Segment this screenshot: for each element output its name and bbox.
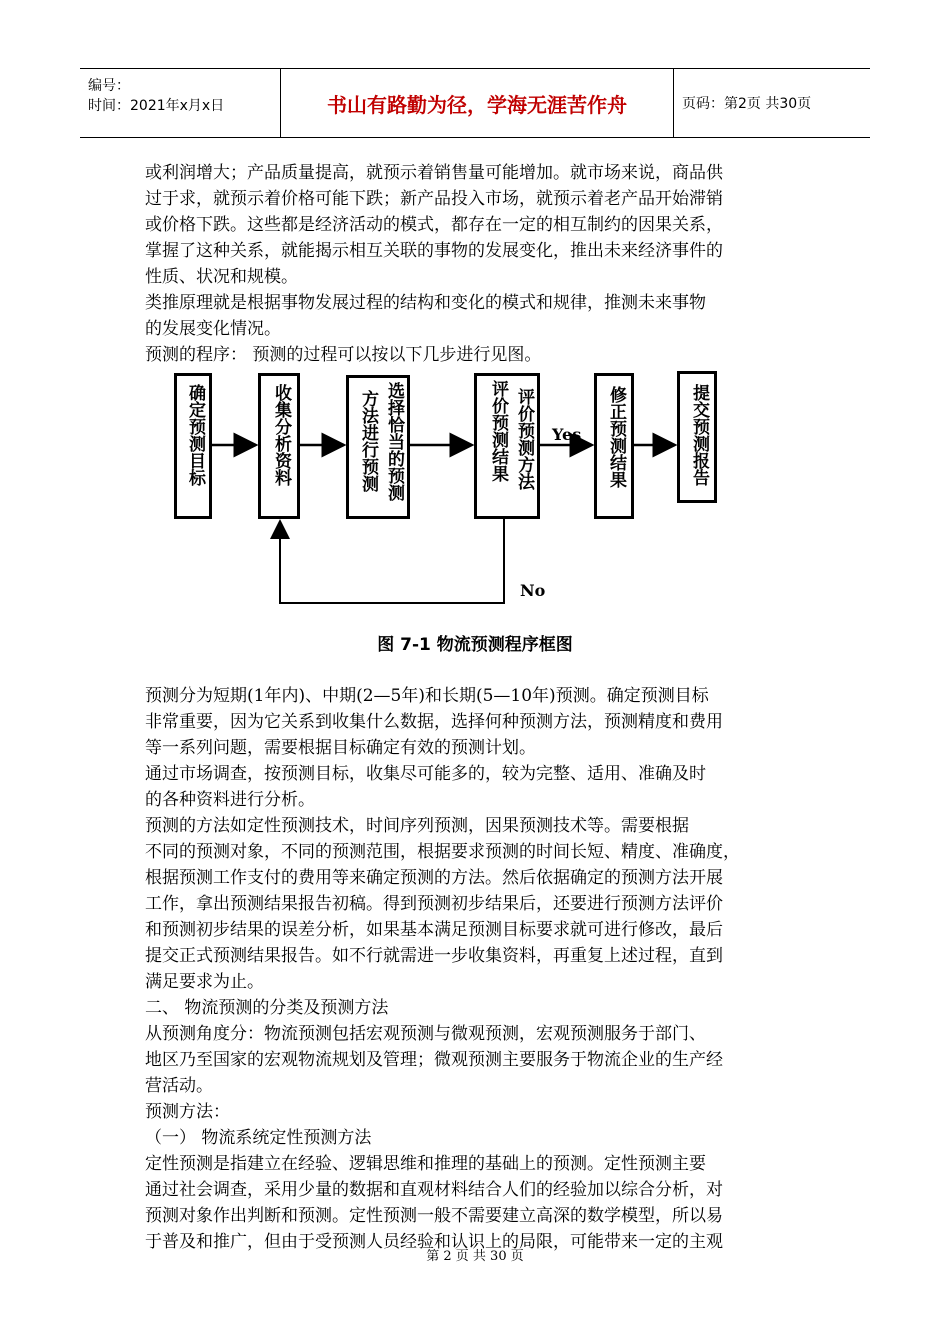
box-define-target bbox=[174, 373, 212, 519]
header-page-info bbox=[674, 69, 870, 137]
text-line: 预测的方法如定性预测技术，时间序列预测，因果预测技术等。需要根据 bbox=[145, 816, 689, 836]
flowchart bbox=[170, 365, 730, 615]
text-line: 通过市场调查，按预测目标，收集尽可能多的，较为完整、适用、准确及时 bbox=[145, 764, 706, 784]
no-label: No bbox=[520, 581, 546, 600]
text-line: 掌握了这种关系，就能揭示相互关联的事物的发展变化，推出未来经济事件的 bbox=[145, 241, 723, 261]
section-heading: 二、 物流预测的分类及预测方法 bbox=[145, 998, 389, 1018]
box-text: 修正预测结果 bbox=[606, 386, 626, 488]
box-submit-report bbox=[677, 371, 717, 503]
text-line: 或利润增大；产品质量提高，就预示着销售量可能增加。就市场来说，商品供 bbox=[145, 163, 723, 183]
flowchart-connectors bbox=[170, 365, 730, 615]
loop-no bbox=[280, 517, 504, 603]
text-line: 不同的预测对象，不同的预测范围，根据要求预测的时间长短、精度、准确度， bbox=[145, 842, 740, 862]
text-line: 于普及和推广，但由于受预测人员经验和认识上的局限，可能带来一定的主观 bbox=[145, 1232, 723, 1252]
box-text: 提交预测报告 bbox=[689, 384, 709, 486]
text-line: 过于求，就预示着价格可能下跌；新产品投入市场，就预示着老产品开始滞销 bbox=[145, 189, 723, 209]
text-line: 或价格下跌。这些都是经济活动的模式，都存在一定的相互制约的因果关系， bbox=[145, 215, 723, 235]
text-line: 预测对象作出判断和预测。定性预测一般不需要建立高深的数学模型，所以易 bbox=[145, 1206, 723, 1226]
text-line: 工作，拿出预测结果报告初稿。得到预测初步结果后，还要进行预测方法评价 bbox=[145, 894, 723, 914]
page-label: 页码：第2页 共30页 bbox=[682, 96, 812, 112]
subsection-heading: （一） 物流系统定性预测方法 bbox=[145, 1128, 372, 1148]
box-text: 收集分析资料 bbox=[271, 384, 291, 486]
text-line: 非常重要，因为它关系到收集什么数据，选择何种预测方法，预测精度和费用 bbox=[145, 712, 723, 732]
box-text-col2: 方法进行预测 bbox=[358, 390, 378, 492]
text-line: 根据预测工作支付的费用等来确定预测的方法。然后依据确定的预测方法开展 bbox=[145, 868, 723, 888]
header-meta bbox=[80, 69, 281, 137]
box-text: 确定预测目标 bbox=[185, 384, 205, 486]
text-line: 通过社会调查，采用少量的数据和直观材料结合人们的经验加以综合分析，对 bbox=[145, 1180, 723, 1200]
box-revise-result bbox=[594, 373, 634, 519]
box-evaluate bbox=[474, 373, 540, 519]
box-text-col1: 选择恰当的预测 bbox=[384, 382, 404, 501]
text-line: 提交正式预测结果报告。如不行就需进一步收集资料，再重复上述过程，直到 bbox=[145, 946, 723, 966]
text-line: 满足要求为止。 bbox=[145, 972, 264, 992]
text-line: 类推原理就是根据事物发展过程的结构和变化的模式和规律，推测未来事物 bbox=[145, 293, 706, 313]
box-text-col2: 评价预测结果 bbox=[488, 380, 508, 482]
page-footer: 第 2 页 共 30 页 bbox=[426, 1249, 524, 1264]
text-line: 预测分为短期(1年内)、中期(2—5年)和长期(5—10年)预测。确定预测目标 bbox=[145, 686, 709, 706]
text-line: 性质、状况和规模。 bbox=[145, 267, 298, 287]
figure-caption: 图 7-1 物流预测程序框图 bbox=[377, 635, 573, 655]
text-line: 的各种资料进行分析。 bbox=[145, 790, 315, 810]
text-line: 预测的程序： 预测的过程可以按以下几步进行见图。 bbox=[145, 345, 542, 365]
number-label: 编号： bbox=[88, 78, 130, 94]
text-line: 和预测初步结果的误差分析，如果基本满足预测目标要求就可进行修改，最后 bbox=[145, 920, 723, 940]
page-header bbox=[80, 68, 870, 138]
text-line: 地区乃至国家的宏观物流规划及管理；微观预测主要服务于物流企业的生产经 bbox=[145, 1050, 723, 1070]
yes-label: Yes bbox=[552, 425, 582, 444]
box-collect-data bbox=[258, 373, 300, 519]
header-motto: 书山有路勤为径，学海无涯苦作舟 bbox=[281, 69, 674, 137]
box-select-method bbox=[346, 375, 410, 519]
text-line: 等一系列问题，需要根据目标确定有效的预测计划。 bbox=[145, 738, 536, 758]
text-line: 的发展变化情况。 bbox=[145, 319, 281, 339]
time-label: 时间：2021年x月x日 bbox=[88, 98, 225, 114]
text-line: 预测方法： bbox=[145, 1102, 230, 1122]
text-line: 从预测角度分：物流预测包括宏观预测与微观预测，宏观预测服务于部门、 bbox=[145, 1024, 706, 1044]
text-line: 定性预测是指建立在经验、逻辑思维和推理的基础上的预测。定性预测主要 bbox=[145, 1154, 706, 1174]
text-line: 营活动。 bbox=[145, 1076, 213, 1096]
box-text-col1: 评价预测方法 bbox=[514, 388, 534, 490]
